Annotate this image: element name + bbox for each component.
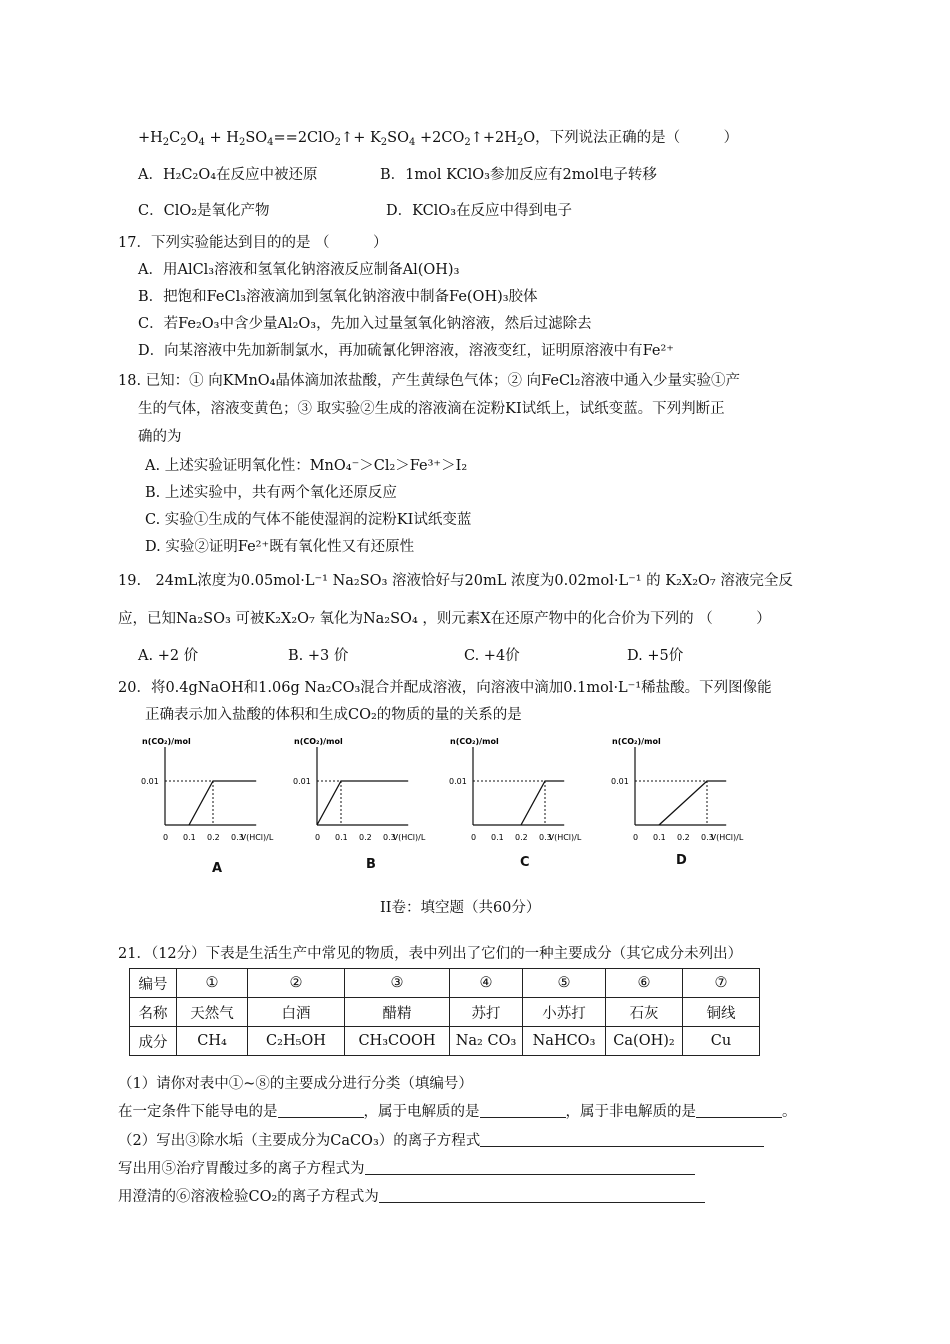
answer-blank-electrolyte[interactable] — [480, 1103, 566, 1118]
table-cell: 醋精 — [345, 998, 450, 1027]
x-tick-label: 0.3 — [701, 833, 714, 842]
table-cell: ③ — [345, 969, 450, 998]
table-cell: 白酒 — [248, 998, 345, 1027]
q19-option-c: C. +4价 — [464, 648, 520, 664]
chart-c — [446, 733, 606, 848]
answer-blank-co2-test[interactable] — [379, 1188, 705, 1203]
y-tick-label: 0.01 — [449, 777, 467, 786]
q18-option-b: B. 上述实验中，共有两个氧化还原反应 — [145, 485, 397, 501]
table-cell: C₂H₅OH — [248, 1027, 345, 1056]
q16-option-a: A．H₂C₂O₄在反应中被还原 — [138, 167, 318, 183]
series-line — [317, 781, 408, 825]
y-tick-label: 0.01 — [141, 777, 159, 786]
answer-blank-conductive[interactable] — [278, 1103, 364, 1118]
y-tick-label: 0.01 — [293, 777, 311, 786]
series-line — [659, 781, 726, 825]
q18-line1: 18. 已知：① 向KMnO₄晶体滴加浓盐酸，产生黄绿色气体；② 向FeCl₂溶液中通入少量实验①产 — [118, 373, 740, 389]
table-row — [130, 998, 760, 1027]
q18-option-d: D. 实验②证明Fe²⁺既有氧化性又有还原性 — [145, 539, 415, 555]
q17-option-c: C．若Fe₂O₃中含少量Al₂O₃，先加入过量氢氧化钠溶液，然后过滤除去 — [138, 316, 592, 332]
table-cell: 天然气 — [177, 998, 248, 1027]
series-line — [521, 781, 564, 825]
table-row — [130, 969, 760, 998]
q16-option-d: D．KClO₃在反应中得到电子 — [386, 203, 572, 219]
x-axis-title: V(HCl)/L — [710, 833, 744, 842]
section2-title: II卷：填空题（共60分） — [380, 900, 541, 916]
q21-part1-line — [118, 1102, 797, 1122]
q18-line3: 确的为 — [138, 429, 182, 445]
table-cell: NaHCO₃ — [523, 1027, 606, 1056]
table-cell: 铜线 — [683, 998, 760, 1027]
table-cell: 石灰 — [606, 998, 683, 1027]
table-cell: ② — [248, 969, 345, 998]
answer-blank-antacid[interactable] — [365, 1160, 695, 1175]
table-cell: CH₃COOH — [345, 1027, 450, 1056]
q17-option-b: B．把饱和FeCl₃溶液滴加到氢氧化钠溶液中制备Fe(OH)₃胶体 — [138, 289, 538, 305]
q18-line2: 生的气体，溶液变黄色；③ 取实验②生成的溶液滴在淀粉KI试纸上，试纸变蓝。下列判断正 — [138, 401, 725, 417]
q16-option-b: B．1mol KClO₃参加反应有2mol电子转移 — [380, 167, 657, 183]
q21-table — [129, 968, 760, 1056]
y-axis-title: n(CO₂)/mol — [450, 737, 499, 746]
q19-line1: 19. 24mL浓度为0.05mol·L⁻¹ Na₂SO₃ 溶液恰好与20mL 浓度为0.02mol·L⁻¹ 的 K₂X₂O₇ 溶液完全反 — [118, 573, 793, 589]
q21-stem: 21．（12分）下表是生活生产中常见的物质，表中列出了它们的一种主要成分（其它成分未列出） — [118, 946, 743, 962]
table-cell: 成分 — [130, 1027, 177, 1056]
x-tick-label: 0.2 — [677, 833, 690, 842]
q18-option-c: C. 实验①生成的气体不能使湿润的淀粉KI试纸变蓝 — [145, 512, 472, 528]
chart-c-label: C — [520, 855, 530, 870]
q18-option-a: A. 上述实验证明氧化性：MnO₄⁻＞Cl₂＞Fe³⁺＞I₂ — [145, 458, 468, 474]
table-cell: Ca(OH)₂ — [606, 1027, 683, 1056]
chart-d-label: D — [676, 853, 687, 868]
table-cell: ⑥ — [606, 969, 683, 998]
q21-p1-c: ，属于非电解质的是 — [565, 1104, 696, 1120]
table-cell: Cu — [683, 1027, 760, 1056]
x-tick-label: 0.3 — [383, 833, 396, 842]
series-line — [189, 781, 256, 825]
q19-option-d: D. +5价 — [627, 648, 684, 664]
chart-b — [290, 733, 450, 848]
x-tick-label: 0.1 — [335, 833, 348, 842]
x-tick-label: 0 — [315, 833, 321, 842]
table-cell: 编号 — [130, 969, 177, 998]
q21-part3 — [118, 1159, 695, 1179]
x-axis-title: V(HCl)/L — [240, 833, 274, 842]
q21-p1-b: ，属于电解质的是 — [363, 1104, 480, 1120]
q21-p2-text: （2）写出③除水垢（主要成分为CaCO₃）的离子方程式 — [118, 1133, 481, 1149]
table-cell: 小苏打 — [523, 998, 606, 1027]
x-tick-label: 0.1 — [491, 833, 504, 842]
q20-line1: 20．将0.4gNaOH和1.06g Na₂CO₃混合并配成溶液，向溶液中滴加0.1mol·L⁻¹稀盐酸。下列图像能 — [118, 680, 772, 696]
q16-equation-tail: ，下列说法正确的是（ ） — [535, 130, 739, 146]
y-axis-title: n(CO₂)/mol — [612, 737, 661, 746]
q21-part1: （1）请你对表中①~⑧的主要成分进行分类（填编号） — [118, 1076, 473, 1092]
chart-a — [138, 733, 298, 848]
q21-p3-text: 写出用⑤治疗胃酸过多的离子方程式为 — [118, 1161, 365, 1177]
x-tick-label: 0.2 — [207, 833, 220, 842]
y-axis-title: n(CO₂)/mol — [294, 737, 343, 746]
q16-equation: $+H_2C_2O_4$ + $H_2SO_4==2ClO_2↑+ K_2SO_4$ $+2CO_2↑+2H_2O$，下列说法正确的是（ ） — [138, 130, 739, 148]
x-axis-title: V(HCl)/L — [548, 833, 582, 842]
x-tick-label: 0 — [471, 833, 477, 842]
chart-b-label: B — [366, 857, 376, 872]
chart-d — [608, 733, 768, 848]
y-axis-title: n(CO₂)/mol — [142, 737, 191, 746]
q19-option-a: A. +2 价 — [138, 648, 199, 664]
x-tick-label: 0.3 — [539, 833, 552, 842]
q21-part4 — [118, 1187, 705, 1207]
table-row — [130, 1027, 760, 1056]
q16-option-c: C．ClO₂是氧化产物 — [138, 203, 270, 219]
x-tick-label: 0.1 — [183, 833, 196, 842]
q21-p4-text: 用澄清的⑥溶液检验CO₂的离子方程式为 — [118, 1189, 379, 1205]
q17-option-a: A．用AlCl₃溶液和氢氧化钠溶液反应制备Al(OH)₃ — [138, 262, 460, 278]
q19-option-b: B. +3 价 — [288, 648, 349, 664]
table-cell: ④ — [450, 969, 523, 998]
table-cell: Na₂ CO₃ — [450, 1027, 523, 1056]
q20-line2: 正确表示加入盐酸的体积和生成CO₂的物质的量的关系的是 — [145, 707, 522, 723]
answer-blank-nonelectrolyte[interactable] — [696, 1103, 782, 1118]
x-tick-label: 0.2 — [515, 833, 528, 842]
answer-blank-descale[interactable] — [480, 1132, 764, 1147]
x-tick-label: 0 — [633, 833, 639, 842]
x-tick-label: 0.2 — [359, 833, 372, 842]
q21-part2 — [118, 1131, 764, 1151]
q21-p1-end: 。 — [782, 1104, 797, 1120]
x-tick-label: 0.1 — [653, 833, 666, 842]
table-cell: 苏打 — [450, 998, 523, 1027]
q19-line2: 应，已知Na₂SO₃ 可被K₂X₂O₇ 氧化为Na₂SO₄ ，则元素X在还原产物中的化合价为下列的 （ ） — [118, 611, 771, 627]
table-cell: CH₄ — [177, 1027, 248, 1056]
table-cell: ⑦ — [683, 969, 760, 998]
x-axis-title: V(HCl)/L — [392, 833, 426, 842]
chart-a-label: A — [212, 861, 223, 876]
x-tick-label: 0 — [163, 833, 169, 842]
q17-stem: 17．下列实验能达到目的的是 （ ） — [118, 235, 388, 251]
y-tick-label: 0.01 — [611, 777, 629, 786]
x-tick-label: 0.3 — [231, 833, 244, 842]
q17-option-d: D．向某溶液中先加新制氯水，再加硫氰化钾溶液，溶液变红，证明原溶液中有Fe²⁺ — [138, 343, 674, 359]
table-cell: ① — [177, 969, 248, 998]
table-cell: 名称 — [130, 998, 177, 1027]
table-cell: ⑤ — [523, 969, 606, 998]
q21-p1-a: 在一定条件下能导电的是 — [118, 1104, 278, 1120]
